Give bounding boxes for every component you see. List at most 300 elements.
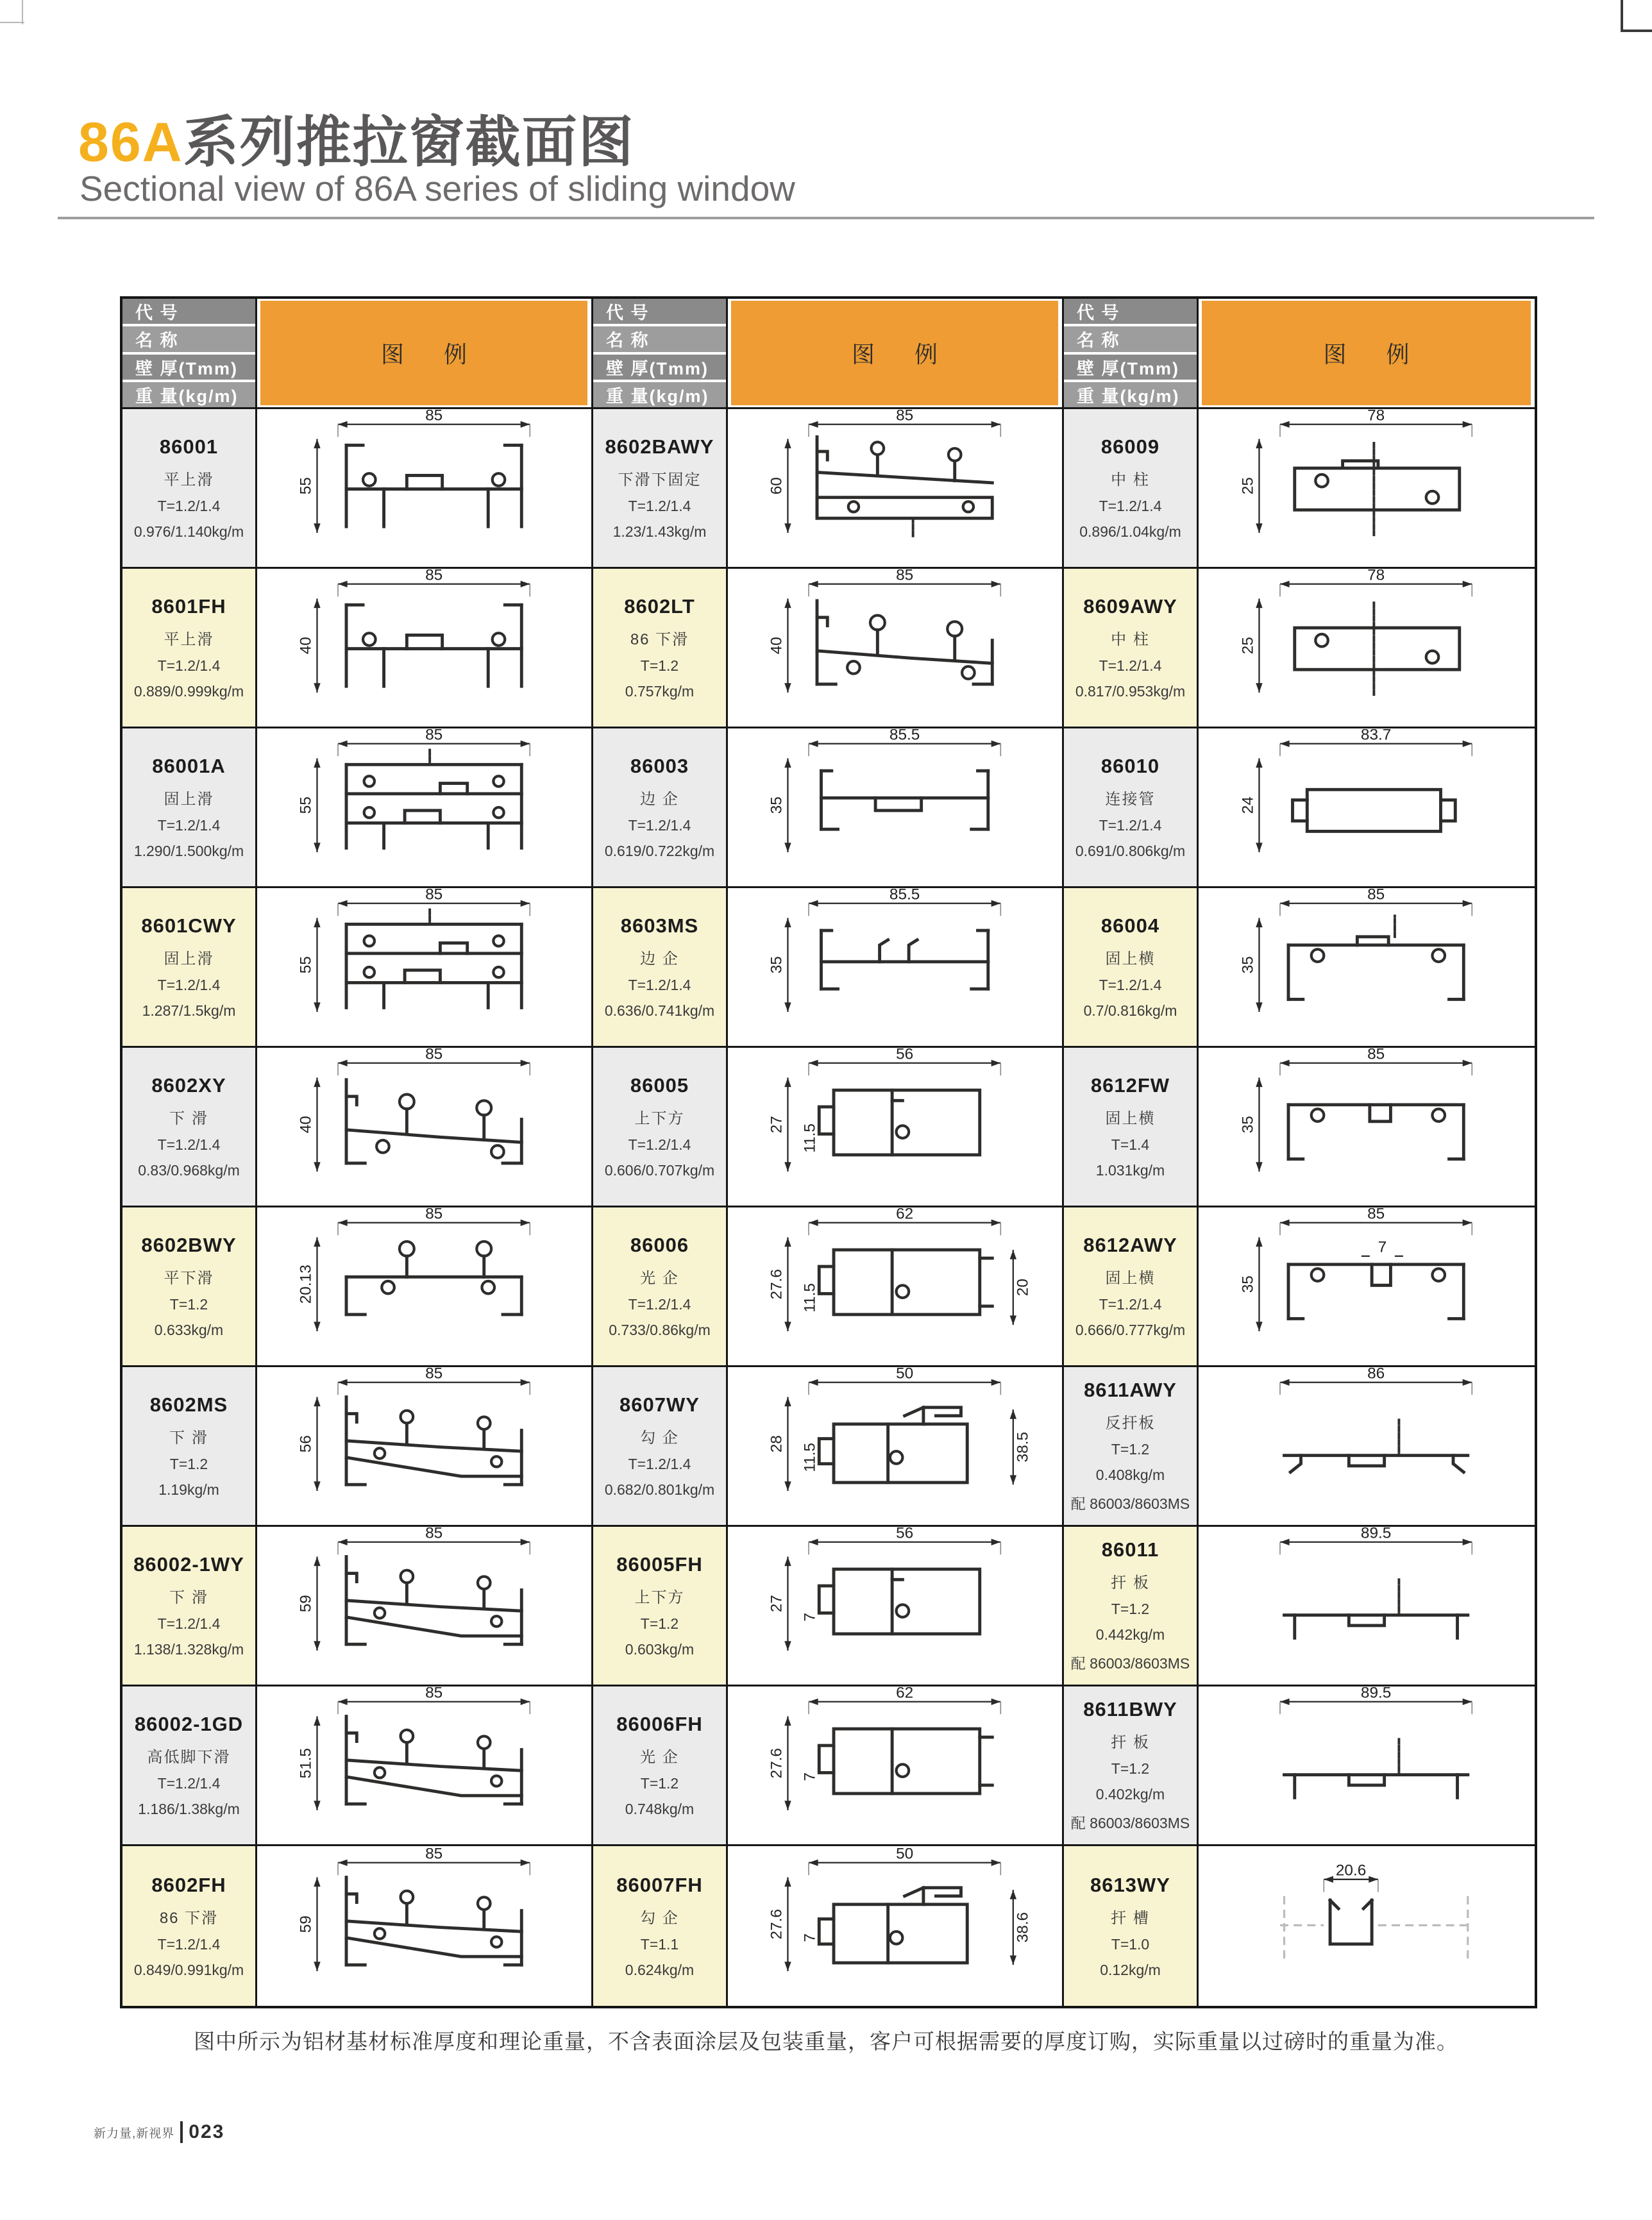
svg-text:50: 50 bbox=[895, 1368, 913, 1383]
profile-drawing-86003 bbox=[754, 729, 1036, 886]
footnote: 图中所示为铝材基材标准厚度和理论重量，不含表面涂层及包装重量，客户可根据需要的厚度订购，实际重量以过磅时的重量为准。 bbox=[194, 2030, 1458, 2053]
profile-name: 中 柱 bbox=[1111, 631, 1150, 648]
header-label-cell bbox=[122, 299, 257, 409]
profile-label-cell bbox=[1064, 1527, 1199, 1686]
svg-text:85: 85 bbox=[1367, 1208, 1385, 1223]
profile-name: 86 下滑 bbox=[159, 1909, 219, 1927]
profile-name: 上下方 bbox=[634, 1589, 685, 1606]
profile-name: 固上滑 bbox=[164, 791, 214, 808]
profile-code: 86005 bbox=[630, 1074, 689, 1097]
profile-name: 下滑下固定 bbox=[618, 471, 702, 489]
profile-thickness: T=1.2/1.4 bbox=[1099, 1296, 1162, 1313]
profile-weight: 1.138/1.328kg/m bbox=[133, 1641, 244, 1658]
profile-weight: 0.733/0.86kg/m bbox=[609, 1322, 711, 1338]
legend-label: 图 例 bbox=[731, 301, 1058, 405]
profile-match: 配 86003/8603MS bbox=[1070, 1815, 1190, 1831]
profile-label-cell bbox=[593, 1527, 728, 1686]
profile-drawing-cell bbox=[257, 569, 593, 728]
svg-text:51.5: 51.5 bbox=[297, 1748, 315, 1779]
profile-drawing-8609AWY bbox=[1226, 569, 1508, 726]
profile-drawing-cell bbox=[1199, 1048, 1535, 1207]
profile-weight: 0.748kg/m bbox=[625, 1801, 695, 1817]
profile-drawing-cell bbox=[728, 1527, 1064, 1686]
profile-name: 86 下滑 bbox=[630, 631, 689, 648]
svg-text:85: 85 bbox=[895, 569, 913, 584]
header-row-label: 重 量(kg/m) bbox=[1064, 382, 1197, 407]
svg-text:25: 25 bbox=[1239, 637, 1257, 655]
profile-label-cell bbox=[122, 1367, 257, 1527]
profile-thickness: T=1.2/1.4 bbox=[628, 498, 691, 514]
svg-text:40: 40 bbox=[768, 637, 786, 655]
profile-code: 8602MS bbox=[149, 1393, 228, 1416]
profile-code: 8602XY bbox=[151, 1074, 226, 1097]
profile-thickness: T=1.2/1.4 bbox=[157, 817, 221, 834]
profile-weight: 0.757kg/m bbox=[625, 683, 695, 700]
header-row-label: 名 称 bbox=[122, 326, 255, 351]
profile-code: 8601FH bbox=[151, 595, 226, 618]
profile-thickness: T=1.2/1.4 bbox=[157, 498, 221, 514]
svg-text:85: 85 bbox=[425, 1527, 442, 1542]
svg-text:20: 20 bbox=[1014, 1279, 1032, 1297]
profile-weight: 0.682/0.801kg/m bbox=[604, 1481, 715, 1498]
profile-name: 连接管 bbox=[1105, 791, 1156, 808]
header-row-label: 重 量(kg/m) bbox=[593, 382, 726, 407]
profile-thickness: T=1.1 bbox=[640, 1935, 679, 1953]
svg-text:85.5: 85.5 bbox=[889, 889, 920, 904]
brand-divider bbox=[180, 2121, 183, 2143]
profile-weight: 0.849/0.991kg/m bbox=[133, 1961, 244, 1978]
profile-code: 8612AWY bbox=[1083, 1234, 1177, 1256]
profile-thickness: T=1.2/1.4 bbox=[1099, 498, 1162, 514]
header-row-label: 壁 厚(Tmm) bbox=[1064, 355, 1197, 380]
profile-thickness: T=1.2 bbox=[1111, 1601, 1150, 1617]
profile-code: 86002-1GD bbox=[134, 1713, 244, 1735]
profile-drawing-8612FW bbox=[1226, 1048, 1508, 1205]
profile-code: 86006FH bbox=[616, 1713, 703, 1735]
profile-drawing-cell bbox=[728, 569, 1064, 728]
profile-weight: 1.287/1.5kg/m bbox=[142, 1002, 236, 1019]
svg-text:20.13: 20.13 bbox=[297, 1265, 315, 1304]
profile-drawing-8611BWY bbox=[1226, 1687, 1508, 1844]
title-rule bbox=[58, 217, 1594, 219]
svg-text:59: 59 bbox=[297, 1915, 315, 1933]
profile-drawing-cell bbox=[728, 409, 1064, 569]
profile-drawing-86005 bbox=[754, 1048, 1036, 1205]
profile-drawing-cell bbox=[1199, 1207, 1535, 1367]
profile-weight: 1.031kg/m bbox=[1095, 1162, 1165, 1179]
crop-mark-top-left bbox=[22, 0, 23, 24]
profile-thickness: T=1.2 bbox=[640, 657, 679, 674]
profile-drawing-cell bbox=[1199, 1527, 1535, 1686]
profile-label-cell bbox=[122, 1527, 257, 1686]
profile-drawing-86002-1WY bbox=[283, 1527, 566, 1684]
brand-name: 新力量,新视界 bbox=[94, 2126, 175, 2140]
profile-label-cell bbox=[1064, 1048, 1199, 1207]
svg-text:55: 55 bbox=[297, 796, 315, 814]
profile-name: 中 柱 bbox=[1111, 471, 1150, 489]
profile-drawing-cell bbox=[257, 1048, 593, 1207]
profile-drawing-cell bbox=[1199, 888, 1535, 1048]
profile-drawing-8602XY bbox=[283, 1048, 566, 1205]
svg-text:11.5: 11.5 bbox=[801, 1443, 819, 1472]
profile-thickness: T=1.2/1.4 bbox=[1099, 817, 1162, 834]
profile-weight: 0.402kg/m bbox=[1095, 1786, 1165, 1803]
svg-text:62: 62 bbox=[895, 1208, 913, 1223]
profile-code: 86007FH bbox=[616, 1873, 703, 1896]
profile-code: 8607WY bbox=[620, 1393, 700, 1416]
profile-weight: 1.23/1.43kg/m bbox=[612, 523, 707, 540]
profile-match: 配 86003/8603MS bbox=[1070, 1655, 1190, 1672]
profile-drawing-cell bbox=[728, 1207, 1064, 1367]
legend-header-cell bbox=[728, 299, 1064, 409]
profile-weight: 1.19kg/m bbox=[158, 1481, 219, 1498]
svg-text:35: 35 bbox=[768, 796, 786, 814]
svg-text:55: 55 bbox=[297, 956, 315, 974]
profile-thickness: T=1.2/1.4 bbox=[157, 1775, 221, 1792]
profile-label-cell bbox=[593, 1048, 728, 1207]
profile-drawing-cell bbox=[257, 1527, 593, 1686]
profile-drawing-cell bbox=[1199, 1686, 1535, 1846]
profile-name: 平上滑 bbox=[164, 471, 214, 489]
profile-weight: 1.186/1.38kg/m bbox=[138, 1801, 240, 1817]
profile-name: 固上横 bbox=[1105, 1270, 1156, 1287]
profile-label-cell bbox=[593, 1846, 728, 2006]
profile-drawing-cell bbox=[728, 1846, 1064, 2006]
profile-code: 86010 bbox=[1100, 755, 1160, 777]
profile-weight: 0.12kg/m bbox=[1100, 1961, 1161, 1978]
page-title bbox=[78, 97, 635, 177]
svg-text:83.7: 83.7 bbox=[1360, 729, 1392, 744]
crop-mark-top-right bbox=[1621, 29, 1652, 32]
profile-drawing-8601CWY bbox=[283, 889, 566, 1045]
svg-text:89.5: 89.5 bbox=[1360, 1687, 1392, 1702]
page-number: 023 bbox=[189, 2121, 225, 2142]
profile-drawing-cell bbox=[1199, 1367, 1535, 1527]
svg-text:85: 85 bbox=[425, 1368, 442, 1383]
svg-text:11.5: 11.5 bbox=[801, 1283, 819, 1313]
profile-code: 86001 bbox=[159, 435, 219, 458]
profile-drawing-86011 bbox=[1226, 1527, 1508, 1684]
profile-weight: 0.817/0.953kg/m bbox=[1075, 683, 1186, 700]
svg-text:7: 7 bbox=[1378, 1238, 1387, 1256]
profile-drawing-86002-1GD bbox=[283, 1687, 566, 1844]
svg-text:35: 35 bbox=[1239, 956, 1257, 974]
brand-line bbox=[94, 2121, 224, 2143]
profile-code: 8603MS bbox=[620, 914, 699, 937]
profile-code: 86009 bbox=[1100, 435, 1160, 458]
profile-label-cell bbox=[122, 1207, 257, 1367]
profile-thickness: T=1.0 bbox=[1111, 1935, 1150, 1953]
svg-text:85: 85 bbox=[425, 1847, 442, 1862]
profile-weight: 0.619/0.722kg/m bbox=[604, 843, 715, 859]
profile-thickness: T=1.2/1.4 bbox=[628, 817, 691, 834]
svg-text:85: 85 bbox=[425, 1048, 442, 1063]
profile-label-cell bbox=[1064, 728, 1199, 888]
profile-weight: 0.976/1.140kg/m bbox=[133, 523, 244, 540]
profile-drawing-8602MS bbox=[283, 1368, 566, 1524]
profile-drawing-8603MS bbox=[754, 889, 1036, 1045]
profile-code: 8602BAWY bbox=[605, 435, 714, 458]
profile-drawing-8602LT bbox=[754, 569, 1036, 726]
profile-label-cell bbox=[1064, 888, 1199, 1048]
svg-text:35: 35 bbox=[1239, 1275, 1257, 1293]
profile-weight: 0.691/0.806kg/m bbox=[1075, 843, 1186, 859]
profile-name: 上下方 bbox=[634, 1110, 685, 1127]
header-row-label: 代 号 bbox=[593, 299, 726, 324]
profile-drawing-cell bbox=[257, 728, 593, 888]
profile-thickness: T=1.2/1.4 bbox=[628, 1456, 691, 1472]
profile-name: 高低脚下滑 bbox=[147, 1749, 231, 1766]
profile-drawing-cell bbox=[1199, 409, 1535, 569]
profile-weight: 0.666/0.777kg/m bbox=[1075, 1322, 1186, 1338]
profile-drawing-86007FH bbox=[754, 1848, 1036, 2005]
profile-drawing-8602FH bbox=[283, 1848, 566, 2005]
header-row-label: 重 量(kg/m) bbox=[122, 382, 255, 407]
profile-thickness: T=1.2/1.4 bbox=[157, 1935, 221, 1953]
profile-drawing-cell bbox=[728, 1686, 1064, 1846]
profile-drawing-8607WY bbox=[754, 1368, 1036, 1524]
profile-thickness: T=1.2/1.4 bbox=[157, 657, 221, 674]
profile-thickness: T=1.2/1.4 bbox=[1099, 977, 1162, 993]
profile-label-cell bbox=[593, 728, 728, 888]
profile-label-cell bbox=[593, 1207, 728, 1367]
header-row-label: 名 称 bbox=[593, 326, 726, 351]
svg-text:85: 85 bbox=[425, 729, 442, 744]
profile-code: 8611AWY bbox=[1084, 1379, 1177, 1401]
profile-label-cell bbox=[122, 1846, 257, 2006]
profile-drawing-86009 bbox=[1226, 410, 1508, 566]
profile-code: 8601CWY bbox=[141, 914, 237, 937]
svg-text:56: 56 bbox=[297, 1435, 315, 1453]
profile-name: 勾 企 bbox=[640, 1909, 679, 1927]
profile-label-cell bbox=[593, 1686, 728, 1846]
svg-text:50: 50 bbox=[895, 1847, 913, 1862]
profile-weight: 0.889/0.999kg/m bbox=[133, 683, 244, 700]
profile-drawing-cell bbox=[1199, 569, 1535, 728]
svg-text:85: 85 bbox=[425, 1687, 442, 1702]
profile-code: 86001A bbox=[152, 755, 226, 777]
svg-text:85: 85 bbox=[425, 889, 442, 904]
profile-weight: 0.606/0.707kg/m bbox=[604, 1162, 715, 1179]
profile-drawing-cell bbox=[728, 728, 1064, 888]
profile-weight: 0.603kg/m bbox=[625, 1641, 695, 1658]
profile-label-cell bbox=[593, 569, 728, 728]
profile-label-cell bbox=[593, 888, 728, 1048]
header-label-cell bbox=[593, 299, 728, 409]
profile-code: 8602FH bbox=[151, 1873, 226, 1896]
svg-text:27.6: 27.6 bbox=[768, 1908, 786, 1939]
profile-drawing-8602BWY bbox=[283, 1208, 566, 1365]
profile-name: 平上滑 bbox=[164, 631, 214, 648]
profile-code: 86005FH bbox=[616, 1553, 703, 1576]
header-row-label: 代 号 bbox=[122, 299, 255, 324]
profile-name: 边 企 bbox=[640, 950, 679, 968]
profile-thickness: T=1.2/1.4 bbox=[628, 1296, 691, 1313]
profile-drawing-cell bbox=[257, 888, 593, 1048]
profile-thickness: T=1.2/1.4 bbox=[628, 1136, 691, 1153]
profile-weight: 0.896/1.04kg/m bbox=[1079, 523, 1181, 540]
header-row-label: 代 号 bbox=[1064, 299, 1197, 324]
header-row-label: 壁 厚(Tmm) bbox=[593, 355, 726, 380]
profile-weight: 0.408kg/m bbox=[1095, 1467, 1165, 1483]
profile-match: 配 86003/8603MS bbox=[1070, 1495, 1190, 1512]
profile-name: 固上横 bbox=[1105, 950, 1156, 968]
profile-code: 8613WY bbox=[1090, 1873, 1170, 1896]
legend-header-cell bbox=[257, 299, 593, 409]
profile-name: 扞 板 bbox=[1111, 1734, 1150, 1751]
profile-code: 86003 bbox=[630, 755, 689, 777]
profile-weight: 0.633kg/m bbox=[154, 1322, 224, 1338]
svg-text:38.6: 38.6 bbox=[1014, 1912, 1032, 1942]
profile-drawing-8602BAWY bbox=[754, 410, 1036, 566]
svg-text:78: 78 bbox=[1367, 410, 1385, 425]
profile-code: 8612FW bbox=[1090, 1074, 1170, 1097]
profile-thickness: T=1.2 bbox=[1111, 1441, 1150, 1458]
header-row-label: 壁 厚(Tmm) bbox=[122, 355, 255, 380]
svg-text:59: 59 bbox=[297, 1595, 315, 1613]
svg-text:85: 85 bbox=[1367, 889, 1385, 904]
profile-thickness: T=1.2 bbox=[640, 1775, 679, 1792]
profile-thickness: T=1.2 bbox=[169, 1456, 208, 1472]
header-label-cell bbox=[1064, 299, 1199, 409]
page-subtitle: Sectional view of 86A series of sliding window bbox=[80, 169, 795, 208]
header-row-label: 名 称 bbox=[1064, 326, 1197, 351]
svg-text:85: 85 bbox=[425, 410, 442, 425]
profile-label-cell bbox=[593, 409, 728, 569]
profile-name: 下 滑 bbox=[169, 1589, 208, 1606]
profile-drawing-8613WY bbox=[1226, 1848, 1508, 2005]
svg-text:86: 86 bbox=[1367, 1368, 1385, 1383]
profile-drawing-cell bbox=[257, 1686, 593, 1846]
svg-text:25: 25 bbox=[1239, 477, 1257, 495]
profile-label-cell bbox=[1064, 1846, 1199, 2006]
svg-text:7: 7 bbox=[801, 1933, 819, 1942]
profile-code: 86006 bbox=[630, 1234, 689, 1256]
profile-code: 8602BWY bbox=[141, 1234, 237, 1256]
svg-text:40: 40 bbox=[297, 1116, 315, 1134]
profile-label-cell bbox=[122, 888, 257, 1048]
profile-name: 下 滑 bbox=[169, 1429, 208, 1447]
profile-thickness: T=1.4 bbox=[1111, 1136, 1150, 1153]
profile-drawing-86005FH bbox=[754, 1527, 1036, 1684]
profile-code: 8602LT bbox=[624, 595, 695, 618]
profile-name: 固上滑 bbox=[164, 950, 214, 968]
profile-name: 平下滑 bbox=[164, 1270, 214, 1287]
profile-code: 86002-1WY bbox=[133, 1553, 244, 1576]
profile-thickness: T=1.2 bbox=[1111, 1760, 1150, 1777]
svg-text:35: 35 bbox=[768, 956, 786, 974]
profile-thickness: T=1.2 bbox=[640, 1615, 679, 1632]
profile-label-cell bbox=[593, 1367, 728, 1527]
svg-text:7: 7 bbox=[801, 1613, 819, 1622]
profile-label-cell bbox=[122, 728, 257, 888]
profile-drawing-cell bbox=[1199, 1846, 1535, 2006]
svg-text:28: 28 bbox=[768, 1435, 786, 1453]
profile-drawing-cell bbox=[257, 1207, 593, 1367]
profile-weight: 0.636/0.741kg/m bbox=[604, 1002, 715, 1019]
profile-drawing-cell bbox=[257, 409, 593, 569]
profile-table bbox=[120, 296, 1537, 2008]
legend-label: 图 例 bbox=[1202, 301, 1531, 405]
crop-mark-top-right bbox=[1621, 0, 1623, 32]
profile-thickness: T=1.2/1.4 bbox=[157, 977, 221, 993]
svg-text:85: 85 bbox=[1367, 1048, 1385, 1063]
profile-drawing-8601FH bbox=[283, 569, 566, 726]
profile-label-cell bbox=[122, 1048, 257, 1207]
svg-text:89.5: 89.5 bbox=[1360, 1527, 1392, 1542]
profile-name: 光 企 bbox=[640, 1749, 679, 1766]
profile-drawing-86001A bbox=[283, 729, 566, 886]
svg-text:27.6: 27.6 bbox=[768, 1748, 786, 1779]
profile-name: 扞 板 bbox=[1111, 1574, 1150, 1592]
title-accent: 86A bbox=[78, 112, 183, 173]
svg-text:60: 60 bbox=[768, 477, 786, 495]
svg-text:56: 56 bbox=[895, 1527, 913, 1542]
profile-drawing-86001 bbox=[283, 410, 566, 566]
profile-code: 8611BWY bbox=[1083, 1698, 1177, 1720]
profile-label-cell bbox=[122, 569, 257, 728]
svg-text:85: 85 bbox=[425, 569, 442, 584]
svg-text:24: 24 bbox=[1239, 796, 1257, 814]
svg-text:35: 35 bbox=[1239, 1116, 1257, 1134]
svg-text:85: 85 bbox=[895, 410, 913, 425]
profile-drawing-cell bbox=[257, 1367, 593, 1527]
profile-label-cell bbox=[122, 1686, 257, 1846]
svg-text:62: 62 bbox=[895, 1687, 913, 1702]
profile-code: 86011 bbox=[1101, 1538, 1159, 1561]
profile-drawing-86006FH bbox=[754, 1687, 1036, 1844]
profile-name: 勾 企 bbox=[640, 1429, 679, 1447]
profile-thickness: T=1.2 bbox=[169, 1296, 208, 1313]
crop-mark-top-left bbox=[0, 22, 24, 23]
profile-name: 固上横 bbox=[1105, 1110, 1156, 1127]
profile-code: 86004 bbox=[1100, 914, 1160, 937]
profile-label-cell bbox=[1064, 569, 1199, 728]
profile-drawing-cell bbox=[728, 888, 1064, 1048]
svg-text:56: 56 bbox=[895, 1048, 913, 1063]
profile-thickness: T=1.2/1.4 bbox=[157, 1136, 221, 1153]
profile-thickness: T=1.2/1.4 bbox=[628, 977, 691, 993]
legend-header-cell bbox=[1199, 299, 1535, 409]
profile-label-cell bbox=[1064, 1686, 1199, 1846]
profile-drawing-8611AWY bbox=[1226, 1368, 1508, 1524]
profile-name: 边 企 bbox=[640, 791, 679, 808]
profile-label-cell bbox=[1064, 1367, 1199, 1527]
svg-text:27: 27 bbox=[768, 1595, 786, 1613]
svg-text:40: 40 bbox=[297, 637, 315, 655]
profile-drawing-86010 bbox=[1226, 729, 1508, 886]
svg-text:27: 27 bbox=[768, 1116, 786, 1134]
profile-weight: 0.83/0.968kg/m bbox=[138, 1162, 240, 1179]
profile-weight: 1.290/1.500kg/m bbox=[133, 843, 244, 859]
profile-name: 扞 槽 bbox=[1111, 1909, 1150, 1927]
profile-weight: 0.7/0.816kg/m bbox=[1083, 1002, 1177, 1019]
svg-text:38.5: 38.5 bbox=[1014, 1431, 1032, 1463]
svg-text:78: 78 bbox=[1367, 569, 1385, 584]
profile-label-cell bbox=[1064, 409, 1199, 569]
profile-name: 反扞板 bbox=[1105, 1415, 1156, 1432]
profile-thickness: T=1.2/1.4 bbox=[157, 1615, 221, 1632]
svg-text:85: 85 bbox=[425, 1208, 442, 1223]
profile-label-cell bbox=[1064, 1207, 1199, 1367]
svg-text:11.5: 11.5 bbox=[801, 1123, 819, 1153]
profile-name: 光 企 bbox=[640, 1270, 679, 1287]
profile-weight: 0.442kg/m bbox=[1095, 1626, 1165, 1643]
profile-drawing-86006 bbox=[754, 1208, 1036, 1365]
profile-drawing-cell bbox=[257, 1846, 593, 2006]
svg-text:7: 7 bbox=[801, 1772, 819, 1781]
profile-label-cell bbox=[122, 409, 257, 569]
